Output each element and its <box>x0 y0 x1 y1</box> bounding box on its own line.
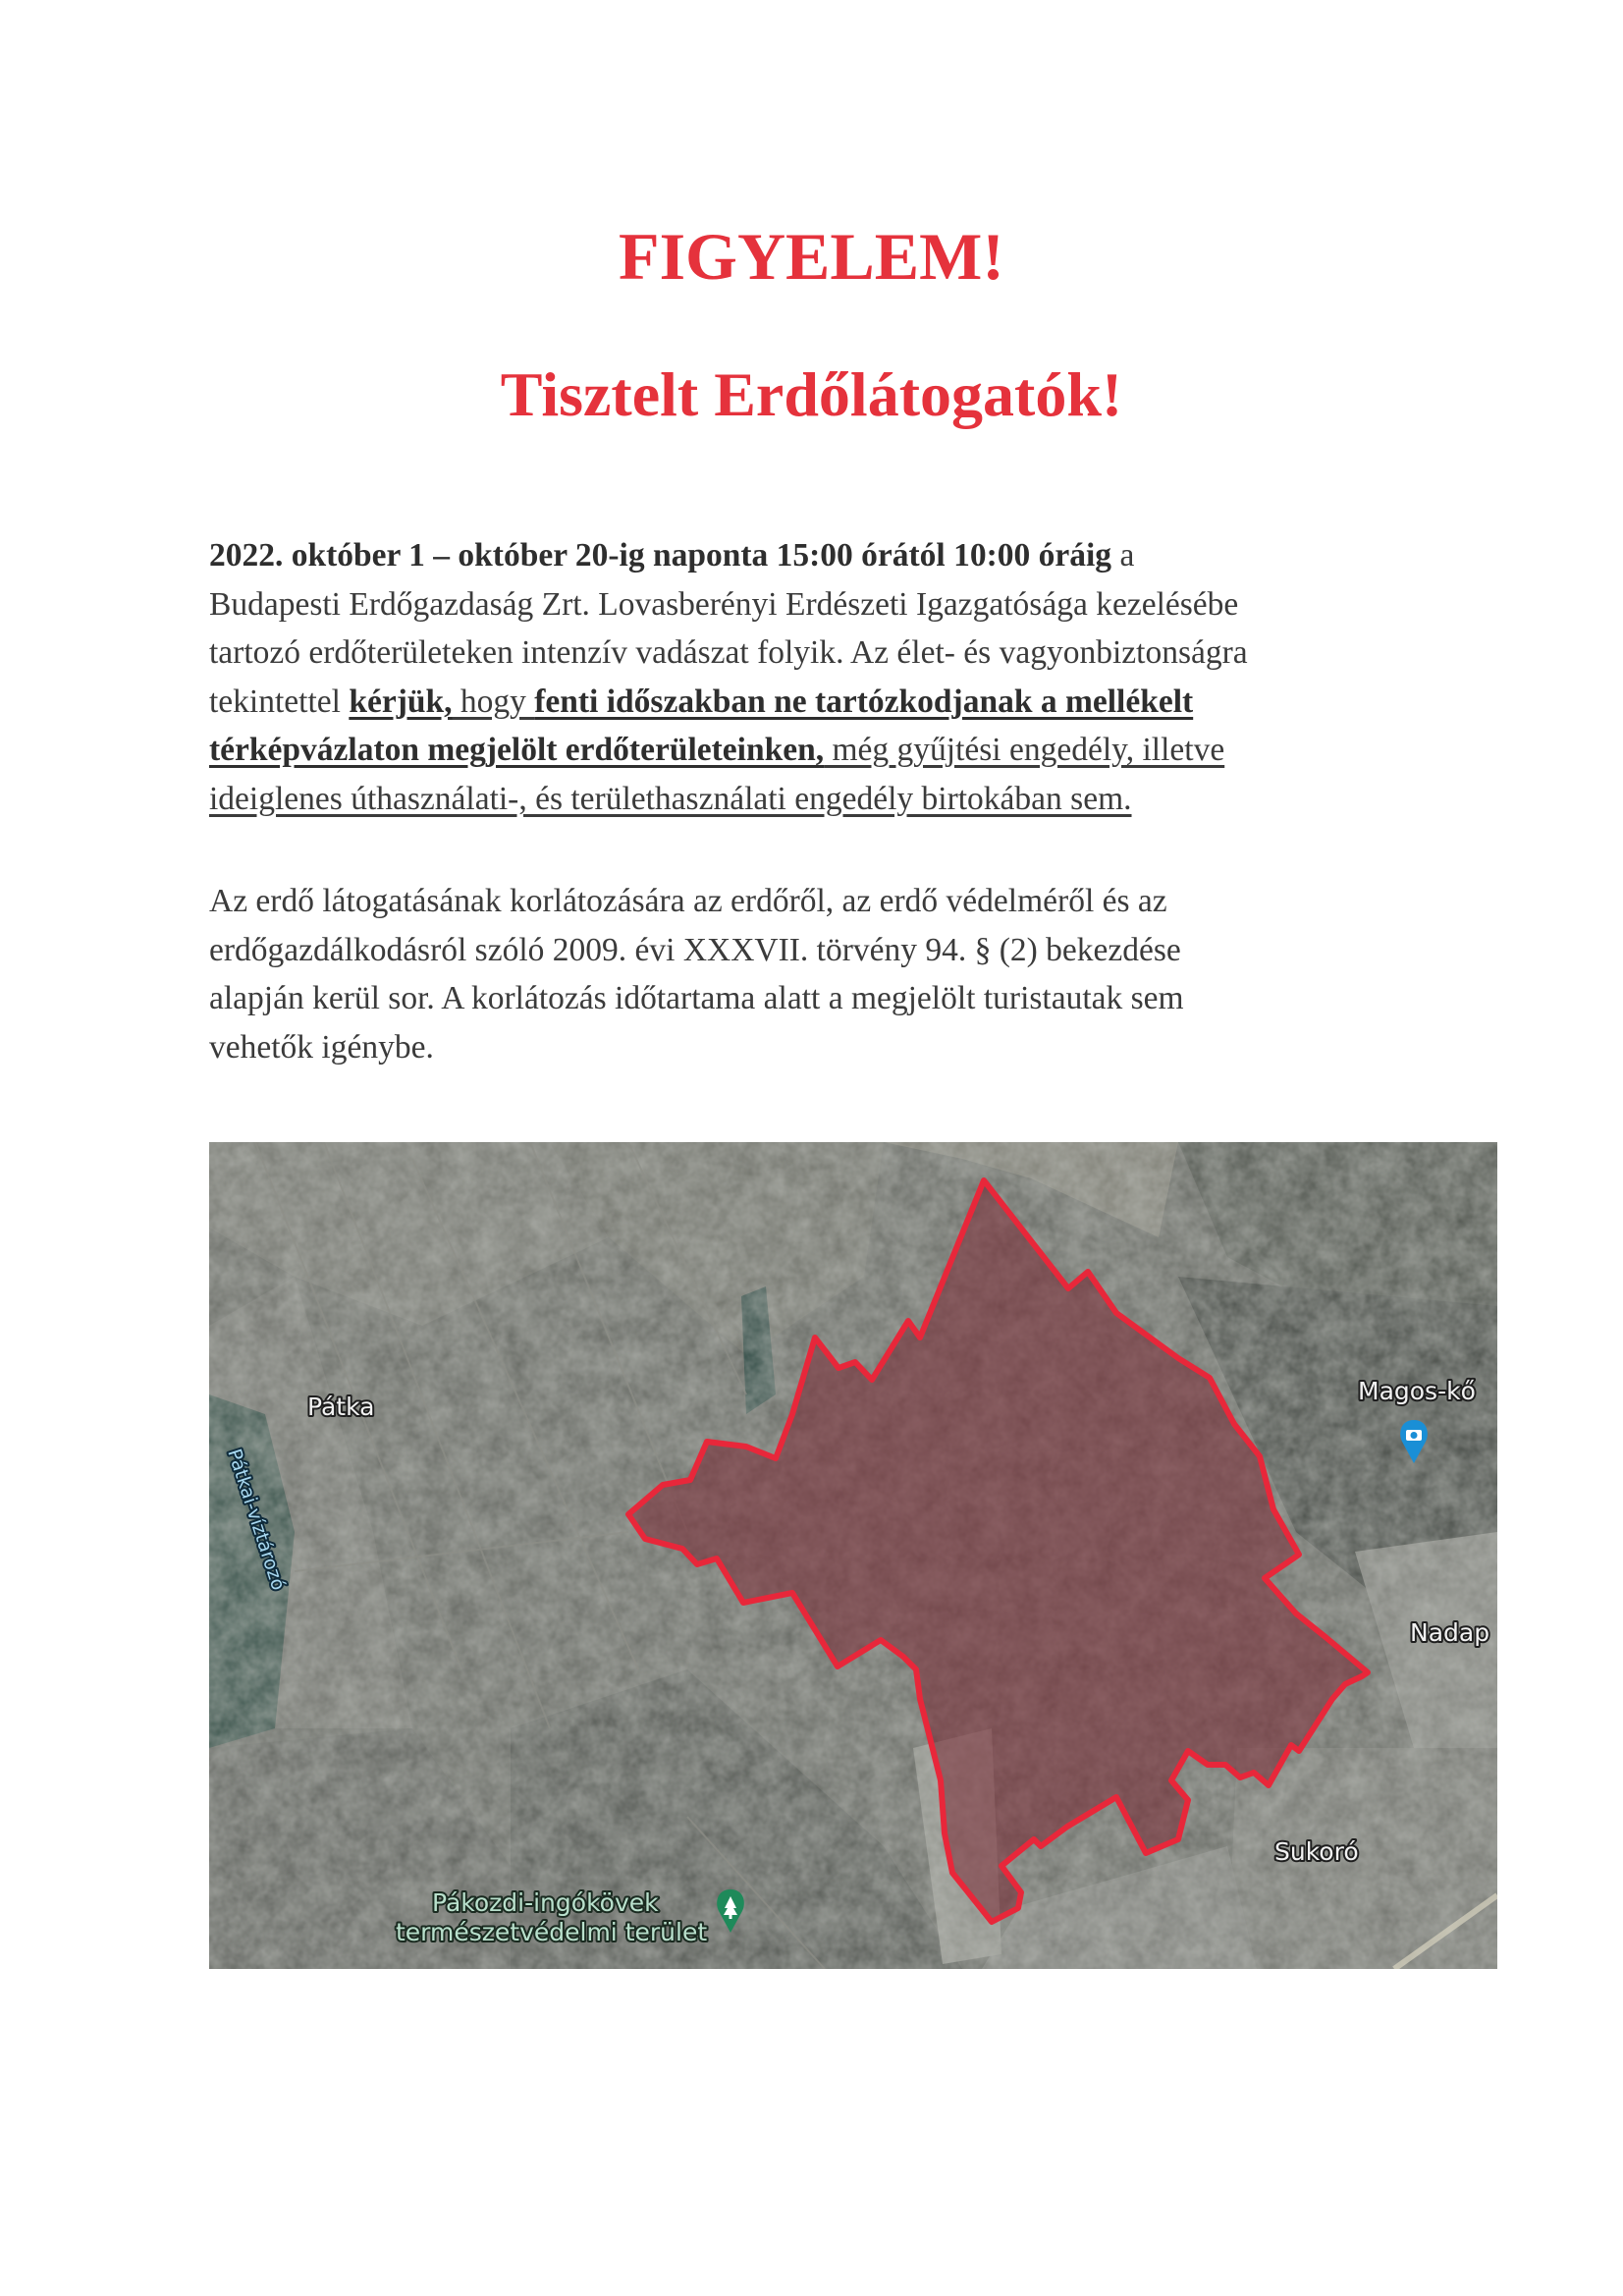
notice-line-1 <box>209 531 1505 580</box>
request-text: hogy <box>452 683 535 720</box>
notice-line-5 <box>209 726 1505 775</box>
request-emphasis: térképvázlaton megjelölt erdőterületeinken, <box>209 732 825 768</box>
request-emphasis: fenti időszakban ne tartózkodjanak a mellékelt <box>534 683 1194 720</box>
notice-line-3: tartozó erdőterületeken intenzív vadászat folyik. Az élet- és vagyonbiztonságra <box>209 634 1248 671</box>
map-label-pakozdi: Pákozdi-ingókövek <box>432 1888 659 1917</box>
map-label-patka: Pátka <box>307 1393 375 1421</box>
notice-text: a <box>1111 537 1135 574</box>
notice-line-6 <box>209 775 1505 824</box>
request-text: még gyűjtési engedély, illetve <box>824 732 1225 768</box>
legal-line-4: vehetők igénybe. <box>209 1028 434 1066</box>
map-label-nadap: Nadap <box>1410 1618 1490 1647</box>
notice-text: tekintettel <box>209 683 350 720</box>
restriction-period: 2022. október 1 – október 20-ig naponta 15:00 órától 10:00 óráig <box>209 537 1112 574</box>
legal-basis-paragraph <box>209 877 1505 1071</box>
notice-line-4 <box>209 678 1505 727</box>
map-label-reservoir: Pátkai-víztározó <box>223 1446 290 1594</box>
restricted-area-map <box>209 1142 1497 1969</box>
map-label-magos-ko: Magos-kő <box>1358 1377 1476 1405</box>
notice-line-2: Budapesti Erdőgazdaság Zrt. Lovasberényi Erdészeti Igazgatósága kezelésébe <box>209 585 1239 623</box>
notice-paragraph <box>209 531 1505 823</box>
legal-line-1: Az erdő látogatásának korlátozására az erdőről, az erdő védelméről és az <box>209 883 1167 919</box>
request-text: ideiglenes úthasználati-, és területhasználati engedély birtokában sem. <box>209 780 1132 817</box>
map-label-pakozdi-area: természetvédelmi terület <box>396 1918 708 1946</box>
legal-line-2: erdőgazdálkodásról szóló 2009. évi XXXVII. törvény 94. § (2) bekezdése <box>209 931 1181 968</box>
map-label-sukoro: Sukoró <box>1274 1837 1359 1866</box>
legal-line-3: alapján kerül sor. A korlátozás időtartama alatt a megjelölt turistautak sem <box>209 980 1184 1016</box>
page-title: FIGYELEM! <box>619 219 1004 294</box>
request-emphasis: kérjük, <box>349 683 453 720</box>
page-subtitle: Tisztelt Erdőlátogatók! <box>500 359 1123 429</box>
